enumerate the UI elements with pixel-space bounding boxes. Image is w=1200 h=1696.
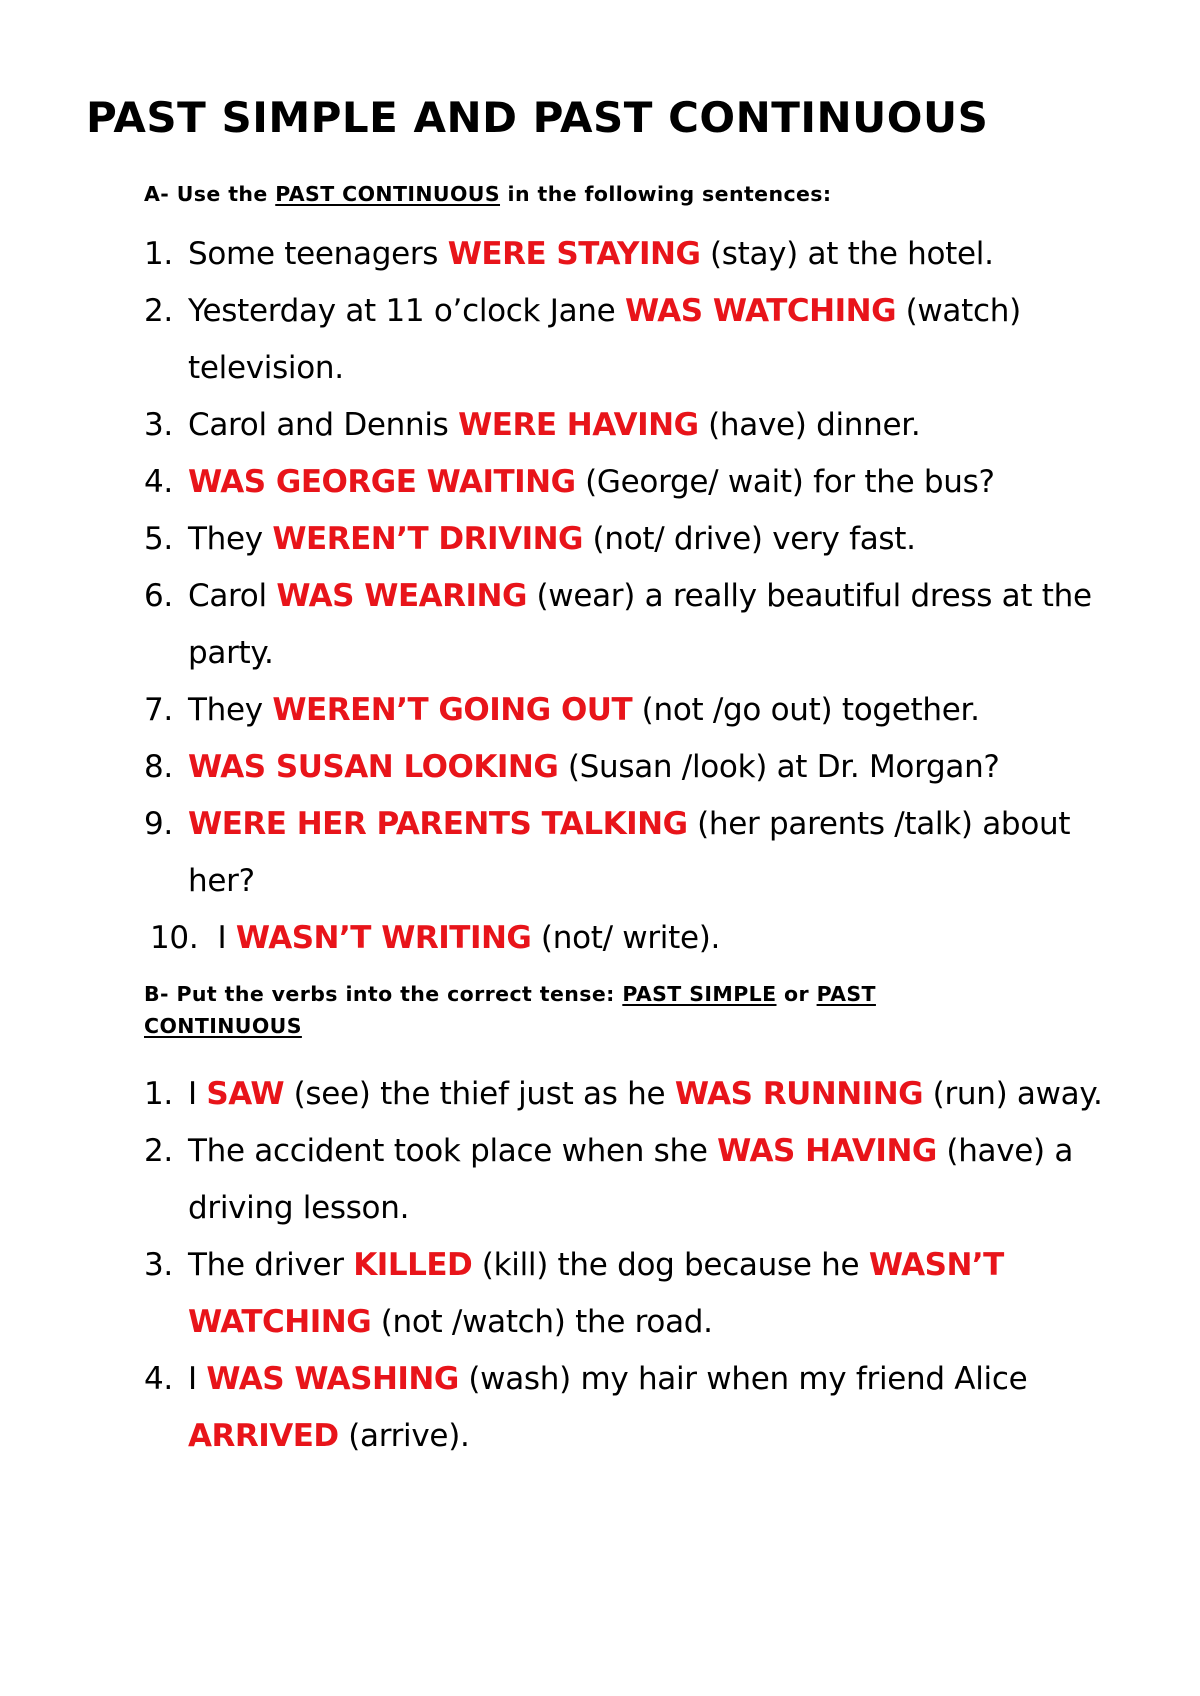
sentence-text: (her parents /talk) about her? bbox=[188, 806, 1080, 899]
item-number: 3. bbox=[144, 1247, 173, 1283]
item-number: 8. bbox=[144, 749, 173, 785]
instruction-tense: PAST CONTINUOUS bbox=[144, 982, 876, 1038]
sentence-text: (not/ drive) very fast. bbox=[583, 521, 916, 557]
instruction-tense: PAST CONTINUOUS bbox=[275, 182, 501, 206]
instruction-text: B- Put the verbs into the correct tense: bbox=[144, 982, 623, 1006]
answer-text: WERE HAVING bbox=[458, 407, 699, 443]
sentence-text: (have) dinner. bbox=[698, 407, 921, 443]
answer-text: WAS HAVING bbox=[717, 1133, 937, 1169]
instruction-text: A- Use the bbox=[144, 182, 276, 206]
answer-text: WAS RUNNING bbox=[674, 1076, 924, 1112]
sentence-text: (George/ wait) for the bus? bbox=[575, 464, 995, 500]
answer-text: WEREN’T DRIVING bbox=[272, 521, 583, 557]
answer-text: WAS GEORGE WAITING bbox=[188, 464, 576, 500]
sentence-text: (have) a driving lesson. bbox=[188, 1133, 1083, 1226]
exercise-item bbox=[0, 739, 1138, 796]
exercise-item bbox=[0, 1351, 1138, 1465]
exercise-item bbox=[0, 796, 1138, 910]
answer-text: WASN’T WRITING bbox=[235, 920, 532, 956]
exercise-item bbox=[0, 682, 1138, 739]
exercise-item bbox=[0, 910, 950, 967]
sentence-text: (Susan /look) at Dr. Morgan? bbox=[558, 749, 1000, 785]
item-number: 4. bbox=[144, 1361, 173, 1397]
answer-text: KILLED bbox=[353, 1247, 473, 1283]
exercise-item bbox=[0, 1123, 1138, 1237]
sentence-text: (wash) my hair when my friend Alice bbox=[458, 1361, 1037, 1397]
sentence-text: They bbox=[188, 692, 273, 728]
sentence-text: The driver bbox=[188, 1247, 354, 1283]
sentence-text: (see) the thief just as he bbox=[284, 1076, 675, 1112]
item-number: 2. bbox=[144, 1133, 173, 1169]
sentence-text: (wear) a really beautiful dress at the party. bbox=[188, 578, 1102, 671]
sentence-text: (watch) television. bbox=[188, 293, 1031, 386]
instruction-text: in the following sentences: bbox=[500, 182, 832, 206]
worksheet-title: PAST SIMPLE AND PAST CONTINUOUS bbox=[86, 93, 989, 142]
exercise-item bbox=[0, 454, 1138, 511]
answer-text: WERE HER PARENTS TALKING bbox=[188, 806, 688, 842]
exercise-item bbox=[0, 1066, 1138, 1123]
exercise-item bbox=[0, 511, 1138, 568]
item-number: 4. bbox=[144, 464, 173, 500]
answer-text: WERE STAYING bbox=[447, 236, 701, 272]
sentence-text: Carol and Dennis bbox=[188, 407, 459, 443]
section-b-instruction bbox=[144, 978, 1024, 1042]
answer-text: ARRIVED bbox=[188, 1418, 339, 1454]
item-number: 7. bbox=[144, 692, 173, 728]
sentence-text: (arrive). bbox=[338, 1418, 470, 1454]
sentence-text: Yesterday at 11 o’clock Jane bbox=[188, 293, 625, 329]
item-number: 2. bbox=[144, 293, 173, 329]
sentence-text: Carol bbox=[188, 578, 277, 614]
instruction-tense: PAST SIMPLE bbox=[622, 982, 777, 1006]
section-a-exercise-list bbox=[0, 226, 1138, 967]
sentence-text: The accident took place when she bbox=[188, 1133, 718, 1169]
answer-text: WAS WASHING bbox=[206, 1361, 459, 1397]
sentence-text: (not/ write). bbox=[531, 920, 721, 956]
exercise-item bbox=[0, 568, 1138, 682]
sentence-text: (not /watch) the road. bbox=[371, 1304, 713, 1340]
answer-text: WASN’T WATCHING bbox=[188, 1247, 1015, 1340]
sentence-text: Some teenagers bbox=[188, 236, 448, 272]
sentence-text: I bbox=[188, 1076, 207, 1112]
exercise-item bbox=[0, 1237, 1138, 1351]
answer-text: SAW bbox=[206, 1076, 285, 1112]
sentence-text: I bbox=[198, 920, 236, 956]
exercise-item bbox=[0, 226, 1138, 283]
answer-text: WEREN’T GOING OUT bbox=[272, 692, 633, 728]
item-number: 9. bbox=[144, 806, 173, 842]
section-b-exercise-list bbox=[0, 1066, 1138, 1465]
item-number: 1. bbox=[144, 236, 173, 272]
answer-text: WAS WATCHING bbox=[624, 293, 897, 329]
item-number: 6. bbox=[144, 578, 173, 614]
answer-text: WAS SUSAN LOOKING bbox=[188, 749, 559, 785]
item-number: 5. bbox=[144, 521, 173, 557]
exercise-item bbox=[0, 283, 1138, 397]
section-a-instruction bbox=[144, 178, 832, 210]
exercise-item bbox=[0, 397, 1138, 454]
sentence-text: (run) away. bbox=[923, 1076, 1103, 1112]
item-number: 1. bbox=[144, 1076, 173, 1112]
item-number: 10. bbox=[150, 920, 199, 956]
item-number: 3. bbox=[144, 407, 173, 443]
sentence-text: (kill) the dog because he bbox=[472, 1247, 869, 1283]
sentence-text: (not /go out) together. bbox=[632, 692, 980, 728]
instruction-text: or bbox=[776, 982, 817, 1006]
answer-text: WAS WEARING bbox=[276, 578, 527, 614]
sentence-text: They bbox=[188, 521, 273, 557]
sentence-text: I bbox=[188, 1361, 207, 1397]
sentence-text: (stay) at the hotel. bbox=[700, 236, 994, 272]
